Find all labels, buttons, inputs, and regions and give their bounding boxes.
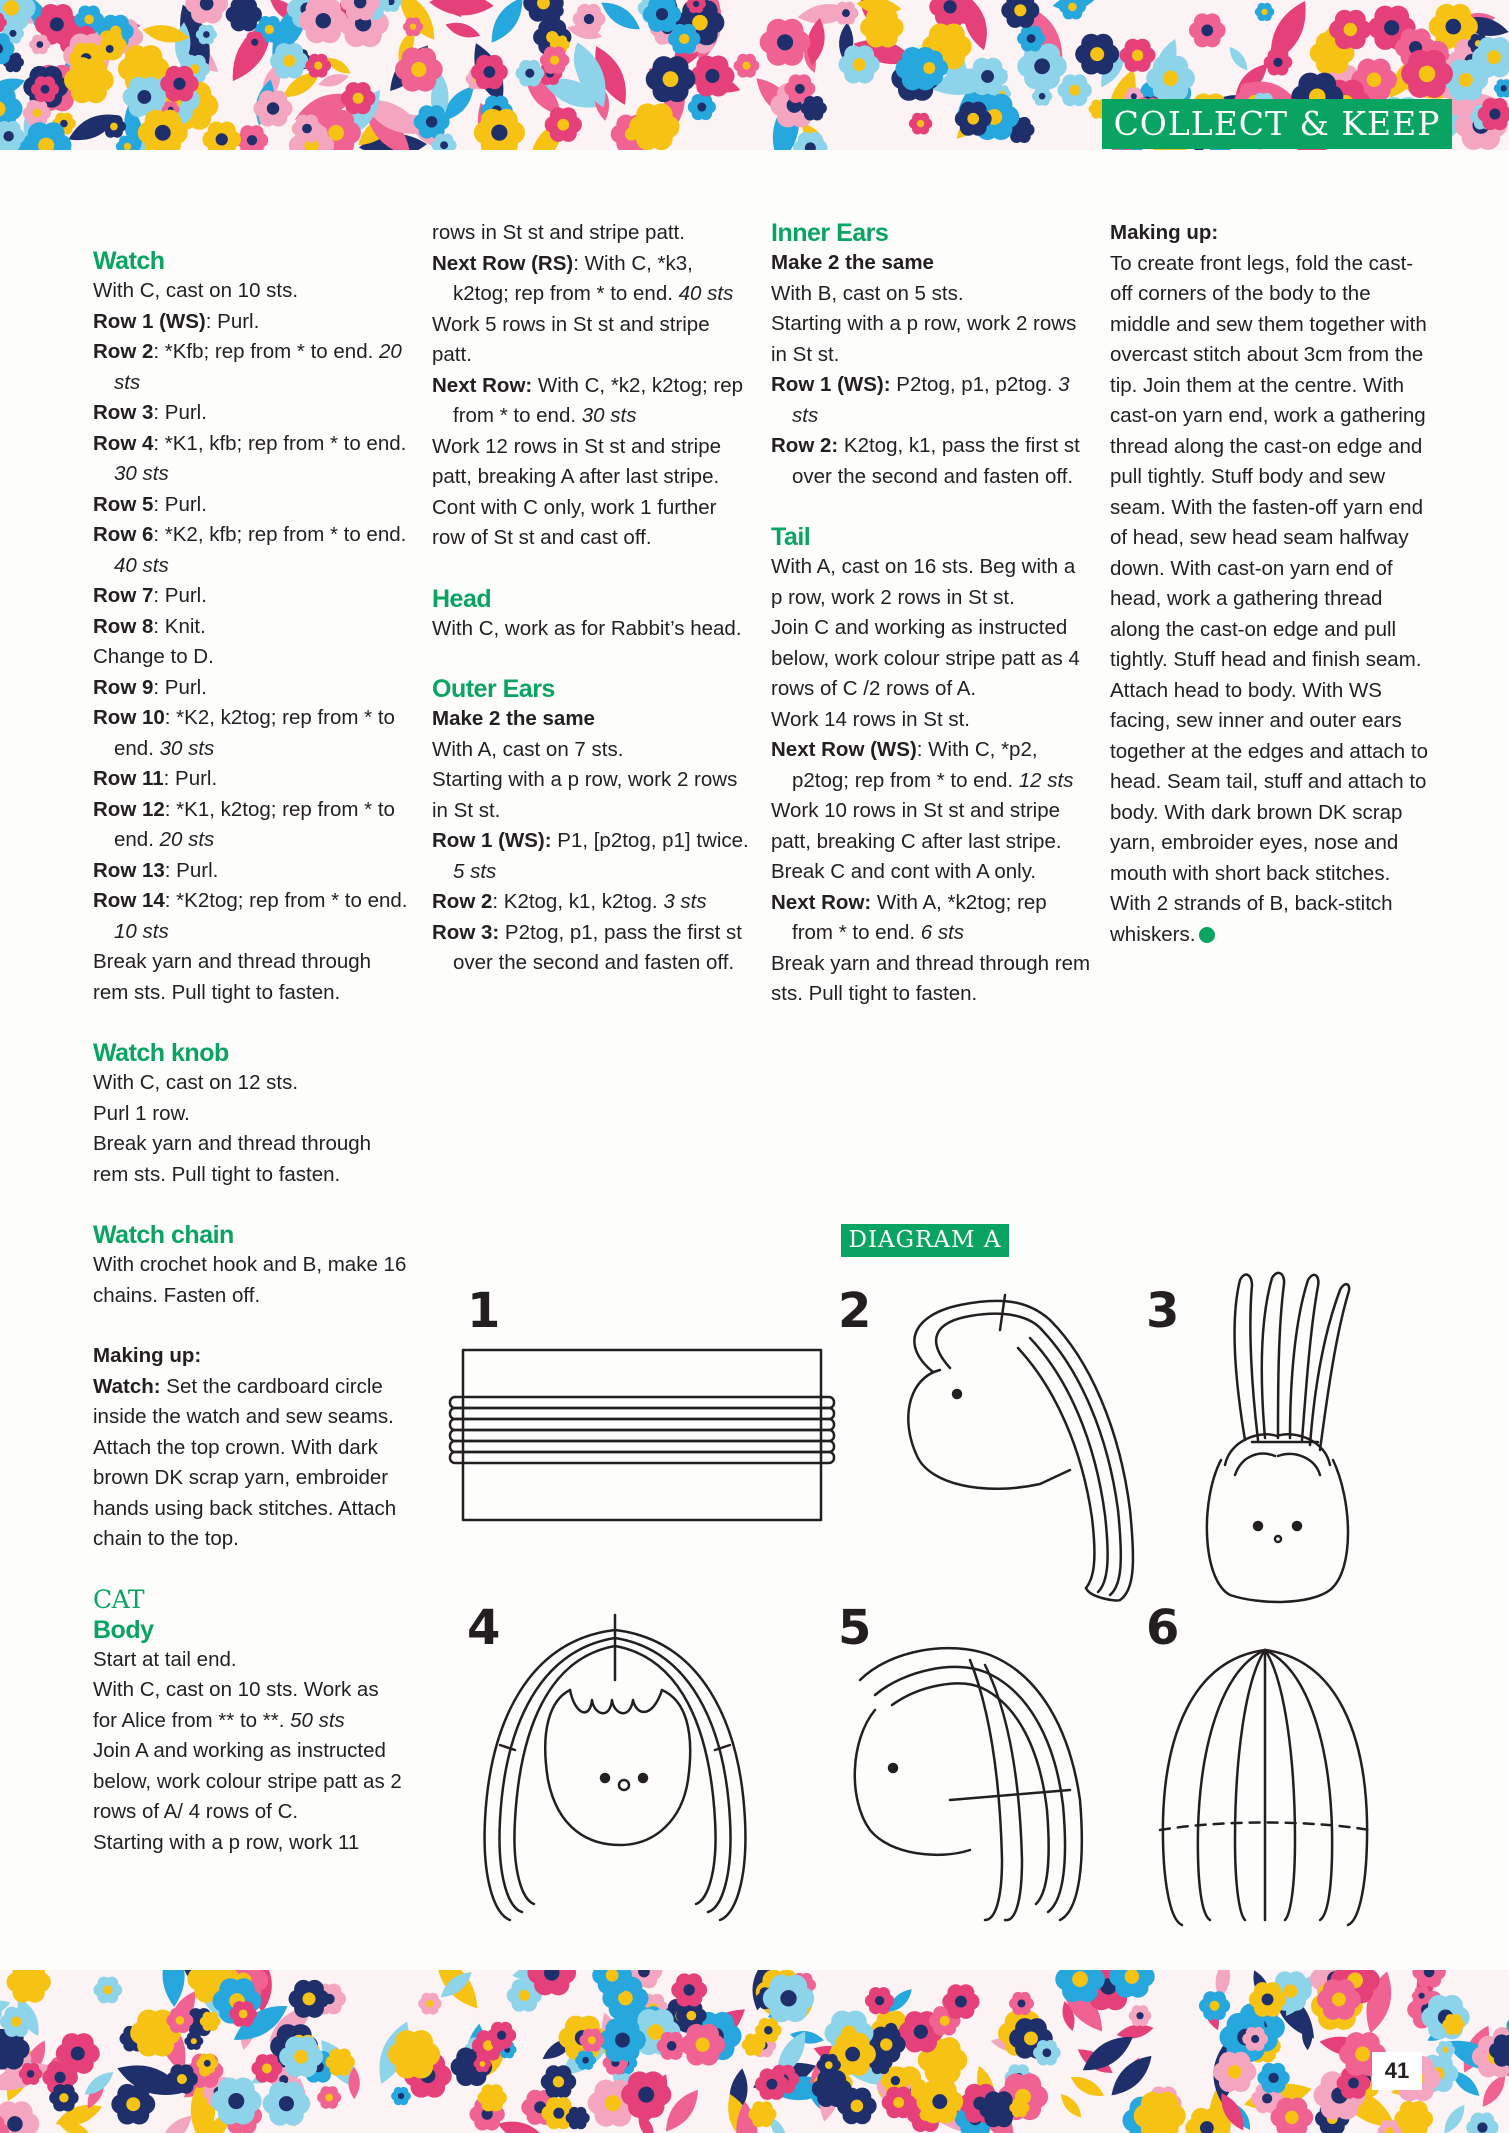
step-2-head-side [908, 1295, 1133, 1601]
outer-ears-line-1: With A, cast on 7 sts. [432, 737, 624, 761]
watch-knob-heading: Watch knob [93, 1039, 229, 1067]
floral-footer-band [0, 1970, 1509, 2133]
watch-row-10: Row 10: *K2, k2tog; rep from * to end. 30 sts [93, 706, 395, 760]
watch-knob-line-3: Break yarn and thread through rem sts. Pull tight to fasten. [93, 1132, 372, 1186]
watch-row-12: Row 12: *K1, k2tog; rep from * to end. 20 sts [93, 797, 395, 851]
inner-ears-row-2: Row 2: K2tog, k1, pass the first st over the second and fasten off. [771, 434, 1080, 488]
inner-ears-row-1: Row 1 (WS): P2tog, p1, p2tog. 3 sts [771, 373, 1070, 427]
watch-heading: Watch [93, 247, 165, 275]
watch-row-5: Row 5: Purl. [93, 492, 207, 516]
step-3-head-front [1207, 1273, 1349, 1602]
watch-row-6: Row 6: *K2, kfb; rep from * to end. 40 sts [93, 523, 407, 577]
diagram-a-tag: DIAGRAM A [841, 1224, 1009, 1257]
tail-line-3: Work 14 rows in St st. [771, 707, 970, 731]
outer-ears-row-1: Row 1 (WS): P1, [p2tog, p1] twice. 5 sts [432, 829, 749, 883]
step-6-number: 6 [1146, 1600, 1180, 1656]
cat-making-up-heading: Making up: [1110, 221, 1219, 244]
watch-making-up-text: Watch: Set the cardboard circle inside the watch and sew seams. Attach the top crown. With dark brown DK scrap yarn, embroider hands using back stitches. Attach chain to the top. [93, 1374, 397, 1550]
inner-ears-sub: Make 2 the same [771, 251, 934, 274]
watch-row-11: Row 11: Purl. [93, 767, 218, 790]
step-4-number: 4 [467, 1600, 501, 1656]
watch-row-2: Row 2: *Kfb; rep from * to end. 20 sts [93, 340, 402, 394]
tail-line-5: Break C and cont with A only. [771, 860, 1037, 883]
tail-line-6: Break yarn and thread through rem sts. Pull tight to fasten. [771, 951, 1091, 1005]
step-2-number: 2 [838, 1283, 872, 1339]
tail-line-2: Join C and working as instructed below, work colour stripe patt as 4 rows of C /2 rows of A. [771, 616, 1080, 700]
watch-knob-line-2: Purl 1 row. [93, 1101, 190, 1125]
outer-ears-heading: Outer Ears [432, 675, 555, 703]
page-number: 41 [1372, 2052, 1422, 2090]
inner-ears-line-2: Starting with a p row, work 2 rows in St st. [771, 312, 1077, 366]
step-5-head-side-hair [855, 1648, 1082, 1920]
watch-change-colour: Change to D. [93, 645, 214, 668]
column-2 [432, 218, 752, 979]
watch-row-9: Row 9: Purl. [93, 675, 207, 699]
watch-knob-line-1: With C, cast on 12 sts. [93, 1071, 299, 1094]
cat-heading: CAT [93, 1584, 144, 1614]
head-heading: Head [432, 584, 492, 613]
column-4 [1110, 218, 1430, 950]
yarn-ball-icon [1199, 927, 1215, 943]
step-6-head-back-hair [1160, 1650, 1370, 1925]
watch-row-13: Row 13: Purl. [93, 858, 219, 882]
watch-row-4: Row 4: *K1, kfb; rep from * to end. 30 sts [93, 431, 407, 485]
watch-making-up-heading: Making up: [93, 1344, 202, 1367]
watch-row-8: Row 8: Knit. [93, 614, 206, 638]
outer-ears-row-2: Row 2: K2tog, k1, k2tog. 3 sts [432, 890, 707, 913]
step-3-number: 3 [1146, 1283, 1180, 1339]
collect-keep-tag: COLLECT & KEEP [1102, 99, 1452, 149]
watch-row-3: Row 3: Purl. [93, 401, 207, 424]
cat-body-cont-line-1: rows in St st and stripe patt. [432, 221, 685, 244]
cat-body-next-row-2: Next Row: With C, *k2, k2tog; rep from * to end. 30 sts [432, 373, 744, 427]
step-5-number: 5 [838, 1600, 872, 1656]
outer-ears-line-2: Starting with a p row, work 2 rows in St st. [432, 768, 738, 822]
watch-cast-on: With C, cast on 10 sts. [93, 279, 299, 302]
cat-body-heading: Body [93, 1615, 154, 1644]
cat-body-line-2: With C, cast on 10 sts. Work as for Alice from ** to **. 50 sts [93, 1678, 379, 1732]
step-1-cardboard-wrap [450, 1350, 834, 1520]
column-1 [93, 218, 408, 1858]
tail-line-1: With A, cast on 16 sts. Beg with a p row, work 2 rows in St st. [771, 555, 1076, 609]
tail-next-row-2: Next Row: With A, *k2tog; rep from * to end. 6 sts [771, 890, 1047, 944]
watch-row-14: Row 14: *K2tog; rep from * to end. 10 sts [93, 889, 408, 943]
cat-body-line-1: Start at tail end. [93, 1647, 237, 1671]
outer-ears-row-3: Row 3: P2tog, p1, pass the first st over the second and fasten off. [432, 920, 742, 974]
cat-body-line-4: Starting with a p row, work 11 [93, 1830, 360, 1854]
cat-making-up-text: To create front legs, fold the cast-off corners of the body to the middle and sew them together with overcast stitch about 3cm from the tip. Join them at the centre. With cast-on yarn end, work a gathering thread along the cast-on edge and pull tightly. Stuff body and sew seam. With the fasten-off yarn end of head, sew head seam halfway down. With cast-on yarn end of head, work a gathering thread along the cast-on edge and pull tightly. Stuff head and finish seam. Attach head to body. With WS facing, sew inner and outer ears together at the edges and attach to head. Seam tail, stuff and attach to body. With dark brown DK scrap yarn, embroider eyes, nose and mouth with short back stitches. With 2 strands of B, back-stitch whiskers. [1110, 251, 1428, 946]
tail-heading: Tail [771, 523, 811, 551]
head-line-1: With C, work as for Rabbit’s head. [432, 616, 742, 640]
tail-next-row-1: Next Row (WS): With C, *p2, p2tog; rep from * to end. 12 sts [771, 738, 1074, 792]
cat-body-cont-line-2: Work 5 rows in St st and stripe patt. [432, 312, 710, 366]
cat-body-next-row-1: Next Row (RS): With C, *k3, k2tog; rep from * to end. 40 sts [432, 251, 734, 305]
cat-body-line-3: Join A and working as instructed below, work colour stripe patt as 2 rows of A/ 4 rows of C. [93, 1739, 402, 1823]
step-4-head-hair-down [485, 1615, 746, 1920]
step-1-number: 1 [467, 1283, 501, 1339]
outer-ears-sub: Make 2 the same [432, 707, 595, 730]
diagram-a [430, 1260, 1430, 1960]
watch-chain-line-1: With crochet hook and B, make 16 chains. Fasten off. [93, 1253, 407, 1307]
tail-line-4: Work 10 rows in St st and stripe patt, breaking C after last stripe. [771, 799, 1062, 853]
cat-body-cont-line-3: Work 12 rows in St st and stripe patt, breaking A after last stripe. [432, 434, 722, 488]
column-3 [771, 218, 1091, 1010]
cat-body-cont-line-4: Cont with C only, work 1 further row of St st and cast off. [432, 495, 717, 549]
watch-finish: Break yarn and thread through rem sts. Pull tight to fasten. [93, 950, 372, 1004]
watch-row-7: Row 7: Purl. [93, 584, 207, 607]
watch-row-1: Row 1 (WS): Purl. [93, 309, 260, 333]
watch-chain-heading: Watch chain [93, 1221, 234, 1249]
inner-ears-line-1: With B, cast on 5 sts. [771, 281, 964, 305]
floral-pattern-bottom [0, 1970, 1509, 2133]
inner-ears-heading: Inner Ears [771, 219, 889, 247]
